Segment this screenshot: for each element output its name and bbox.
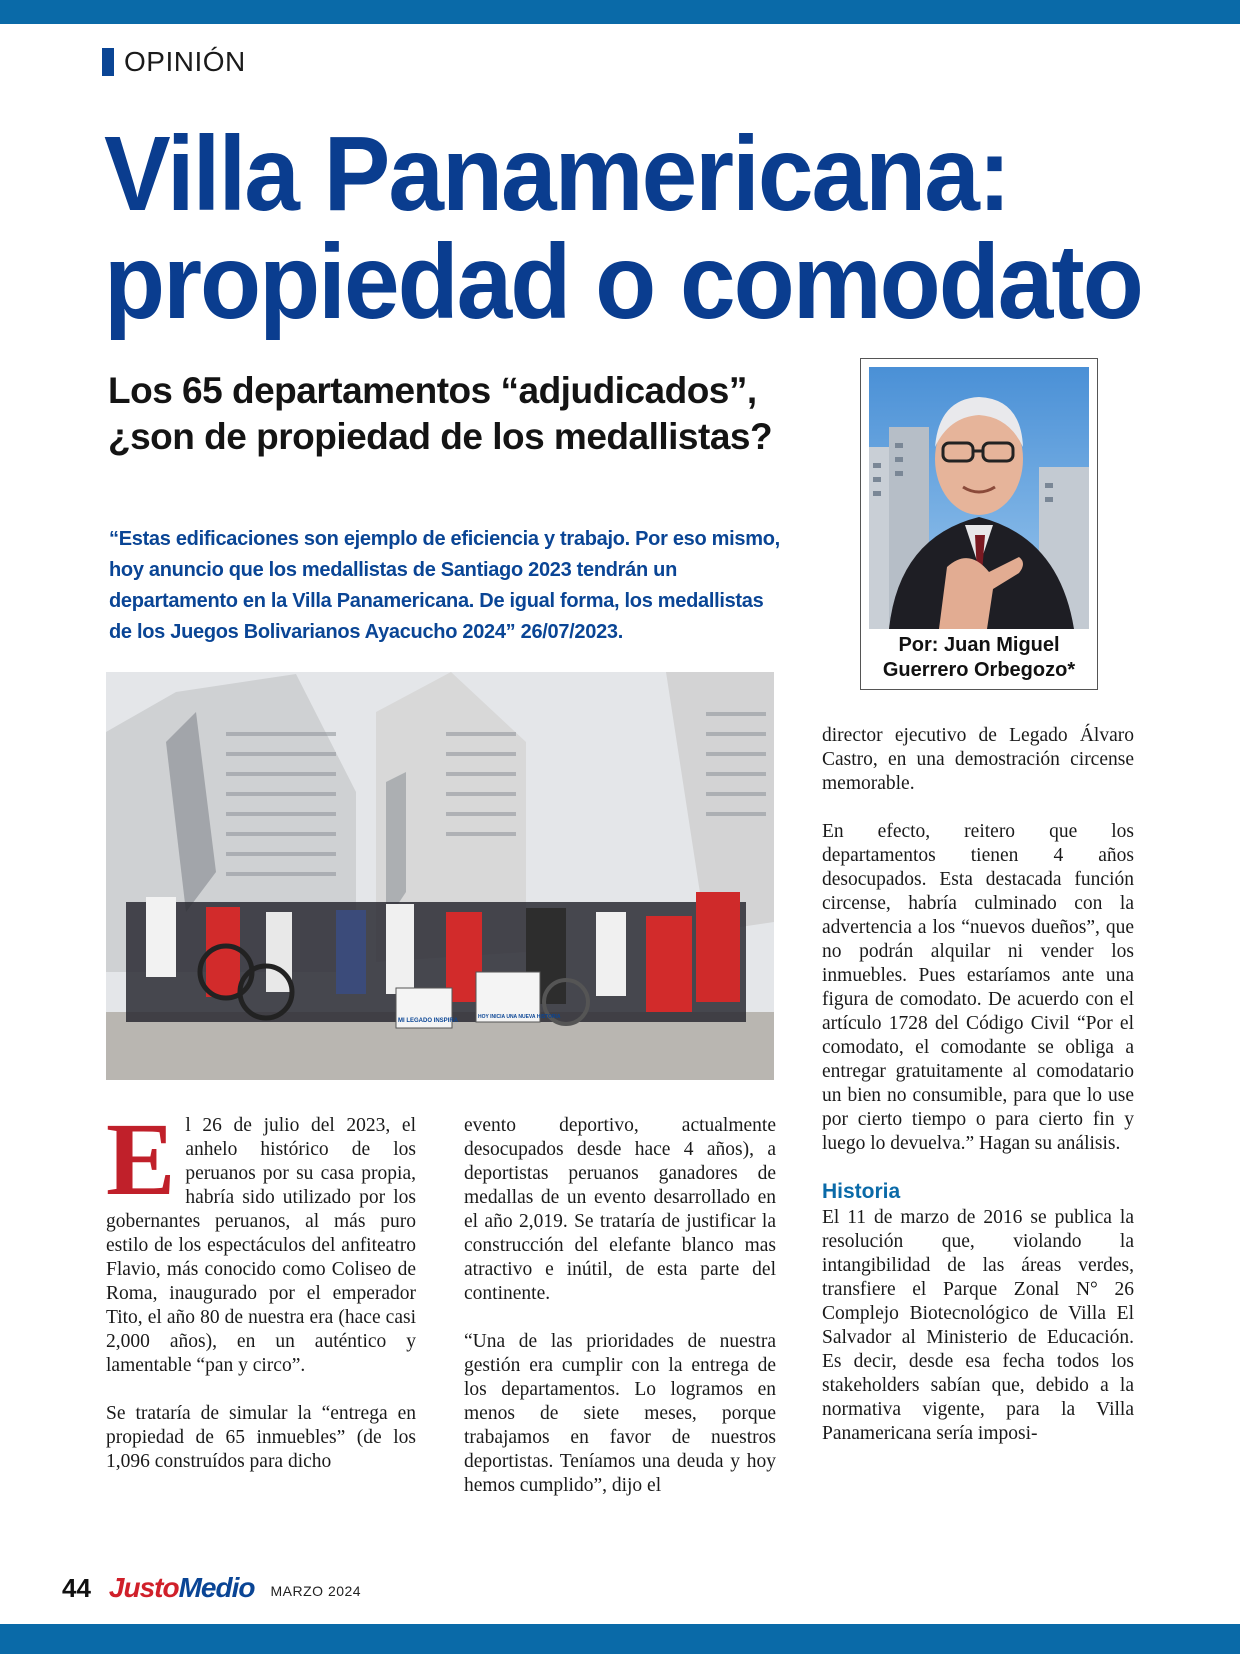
magazine-logo xyxy=(109,1572,255,1604)
section-heading-historia: Historia xyxy=(822,1180,901,1203)
author-photo xyxy=(869,367,1089,629)
photo-sign-2: HOY INICIA UNA NUEVA HISTORIA xyxy=(478,1014,561,1020)
headline-line-1: Villa Panamericana: xyxy=(104,114,1010,234)
article-paragraph-2: Se trataría de simular la “entrega en propiedad de 65 inmuebles” (de los 1,096 construídos para dicho xyxy=(106,1403,416,1472)
page-footer xyxy=(62,1568,361,1608)
author-box xyxy=(860,358,1098,690)
pull-quote: “Estas edificaciones son ejemplo de eficiencia y trabajo. Por eso mismo, hoy anuncio que los medallistas de Santiago 2023 tendrán un departamento en la Villa Panamericana. De igual forma, los medallistas de los Juegos Bolivarianos Ayacucho 2024” 26/07/2023. xyxy=(109,528,780,643)
subheadline xyxy=(108,368,808,460)
author-byline xyxy=(861,633,1097,683)
article-paragraph-7: El 11 de marzo de 2016 se publica la resolución que, violando la intangibilidad de las áreas verdes, transfiere el Parque Zonal N° 26 Complejo Biotecnológico de Villa El Salvador al Ministerio de Educación. Es decir, desde esa fecha todos los stakeholders sabían que, debido a la normativa vigente, para la Villa Panamericana sería imposi- xyxy=(822,1207,1134,1444)
section-label xyxy=(102,46,246,78)
main-photo xyxy=(106,672,774,1080)
magazine-logo-part-1: Justo xyxy=(108,1572,179,1603)
section-marker xyxy=(102,48,114,76)
article-column-1 xyxy=(106,1102,416,1498)
author-byline-line-1: Por: Juan Miguel xyxy=(898,634,1060,656)
drop-cap: E xyxy=(106,1102,176,1217)
article-paragraph-1 xyxy=(106,1102,416,1378)
section-label-text: OPINIÓN xyxy=(124,46,246,77)
bottom-color-bar xyxy=(0,1624,1240,1654)
headline-line-2: propiedad o comodato xyxy=(104,222,1142,342)
subheadline-line-2: ¿son de propiedad de los medallistas? xyxy=(108,416,773,457)
article-paragraph-1-text: l 26 de julio del 2023, el anhelo histórico de los peruanos por su casa propia, habría sido utilizado por los gobernantes peruanos, al más puro estilo de los espectáculos del anfiteatro Flavio, más conocido como Coliseo de Roma, inaugurado por el emperador Tito, el año 80 de nuestra era (hace casi 2,000 años), en un auténtico y lamentable “pan y circo”. xyxy=(106,1115,416,1376)
page-number: 44 xyxy=(62,1572,91,1603)
article-column-2 xyxy=(464,1114,776,1522)
top-color-bar xyxy=(0,0,1240,24)
headline xyxy=(104,114,1204,342)
article-column-3 xyxy=(822,724,1134,1470)
article-paragraph-4: “Una de las prioridades de nuestra gestión era cumplir con la entrega de los departamentos. Lo logramos en menos de siete meses, porque trabajamos en favor de nuestros deportistas. Teníamos una deuda y hoy hemos cumplido”, dijo el xyxy=(464,1331,776,1496)
subheadline-line-1: Los 65 departamentos “adjudicados”, xyxy=(108,370,757,411)
article-paragraph-3: evento deportivo, actualmente desocupados desde hace 4 años), a deportistas peruanos ganadores de medallas de un evento desarrollado en el año 2,019. Se trataría de justificar la construcción del elefante blanco mas atractivo e inútil, de esta parte del continente. xyxy=(464,1115,776,1304)
photo-sign-1: MI LEGADO INSPIRA xyxy=(398,1018,459,1024)
author-byline-line-2: Guerrero Orbegozo* xyxy=(882,659,1076,681)
article-paragraph-5: director ejecutivo de Legado Álvaro Castro, en una demostración circense memorable. xyxy=(822,725,1134,794)
magazine-logo-part-2: Medio xyxy=(178,1572,255,1603)
article-paragraph-6: En efecto, reitero que los departamentos tienen 4 años desocupados. Esta destacada función circense, habría culminado con la advertencia a los “nuevos dueños”, que no podrán alquilar ni vender los inmuebles. Pues estaríamos ante una figura de comodato. De acuerdo con el artículo 1728 del Código Civil “Por el comodato, el comodante se obliga a entregar gratuitamente al comodatario un bien no consumible, para que lo use por cierto tiempo o para cierto fin y luego lo devuelva.” Hagan su análisis. xyxy=(822,821,1134,1154)
issue-date: MARZO 2024 xyxy=(270,1583,362,1599)
